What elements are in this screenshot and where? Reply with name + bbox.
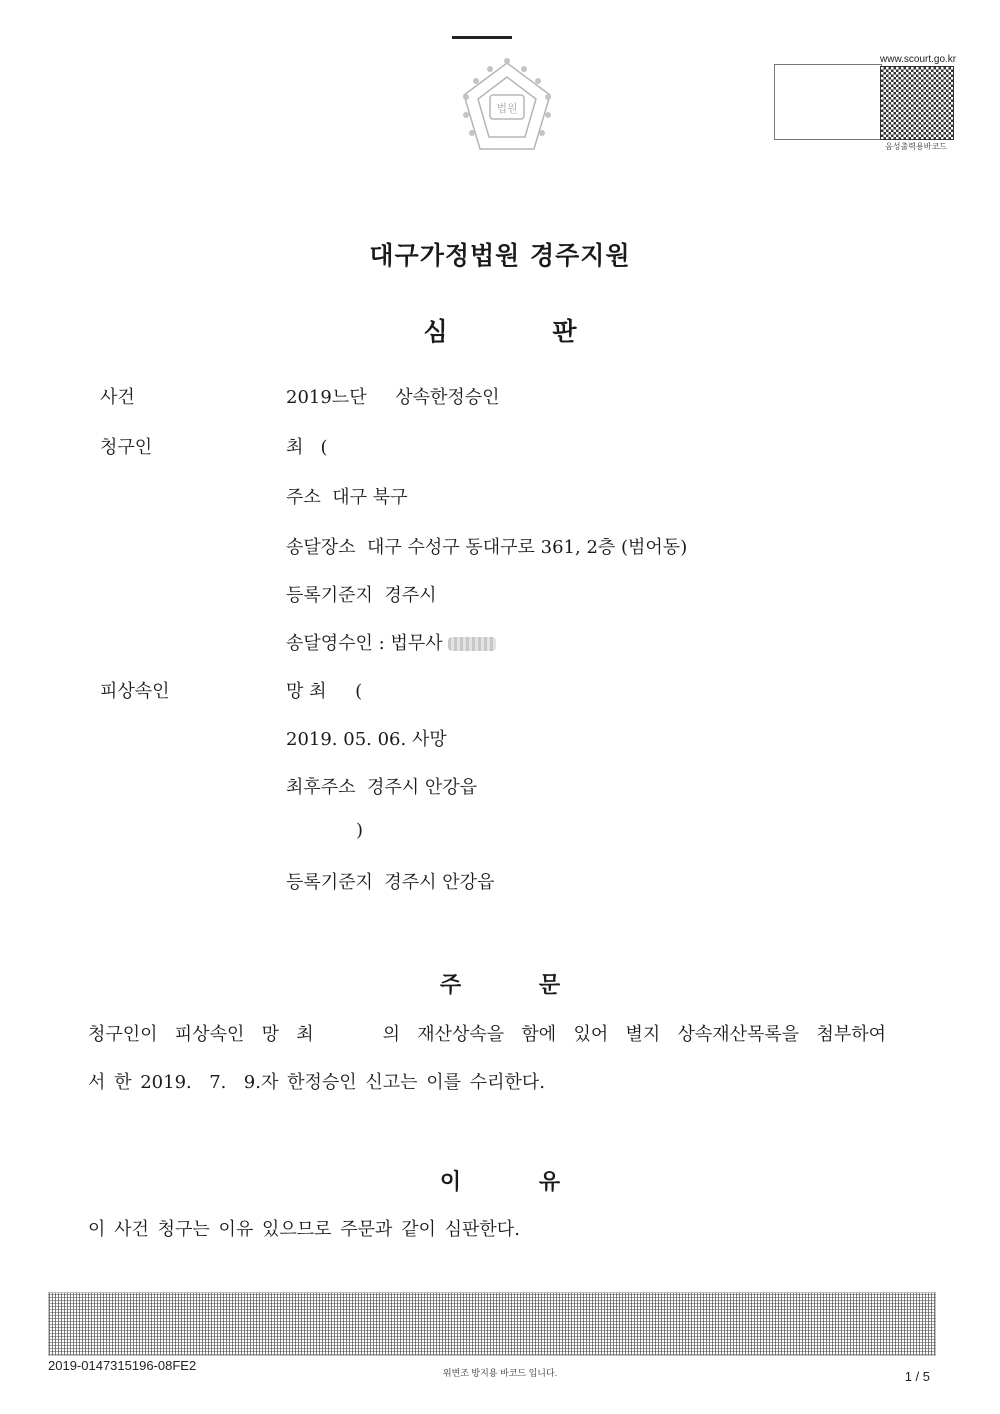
claimant-name: 최 ( — [286, 437, 328, 458]
claimant-registry: 등록기준지 경주시 — [286, 585, 437, 606]
barcode-box — [774, 64, 882, 140]
decedent-name: 망 최 ( — [286, 681, 363, 702]
barcode-note: 위변조 방지용 바코드 입니다. — [442, 1368, 558, 1378]
court-url: www.scourt.go.kr — [880, 54, 957, 65]
claimant-address: 주소 대구 북구 — [286, 487, 408, 508]
case-label: 사건 — [100, 387, 135, 408]
reason-text: 이 사건 청구는 이유 있으므로 주문과 같이 심판한다. — [88, 1219, 520, 1240]
qr-label: 음성출력용바코드 — [885, 142, 947, 151]
claimant-service-address: 송달장소 대구 수성구 동대구로 361, 2층 (범어동) — [286, 537, 688, 558]
decedent-label: 피상속인 — [100, 681, 170, 702]
page-number: 1 / 5 — [904, 1369, 930, 1384]
anti-forgery-barcode — [48, 1292, 936, 1356]
decedent-address-close: ) — [356, 820, 364, 841]
case-value: 2019느단 상속한정승인 — [286, 387, 500, 408]
ruling-title: 주 문 — [439, 973, 561, 998]
top-mark — [452, 36, 512, 39]
court-name: 대구가정법원 경주지원 — [369, 241, 631, 270]
decedent-last-address: 최후주소 경주시 안강읍 — [286, 777, 478, 798]
claimant-label: 청구인 — [100, 437, 153, 458]
decedent-registry: 등록기준지 경주시 안강읍 — [286, 872, 495, 893]
redacted-name — [448, 637, 496, 651]
doc-title: 심 판 — [423, 317, 577, 346]
claimant-agent: 송달영수인 : 법무사 — [286, 633, 449, 654]
decedent-death: 2019. 05. 06. 사망 — [286, 729, 447, 750]
svg-text:법원: 법원 — [496, 102, 518, 115]
ruling-line-1: 청구인이 피상속인 망 최 의 재산상속을 함에 있어 별지 상속재산목록을 첨부하여 — [88, 1024, 886, 1045]
ruling-line-2: 서 한 2019. 7. 9.자 한정승인 신고는 이를 수리한다. — [88, 1072, 546, 1093]
claimant-agent-row — [286, 629, 496, 655]
reason-title: 이 유 — [439, 1170, 561, 1195]
qr-code — [880, 66, 954, 140]
document-id: 2019-0147315196-08FE2 — [48, 1358, 197, 1373]
court-seal-icon — [452, 55, 562, 165]
